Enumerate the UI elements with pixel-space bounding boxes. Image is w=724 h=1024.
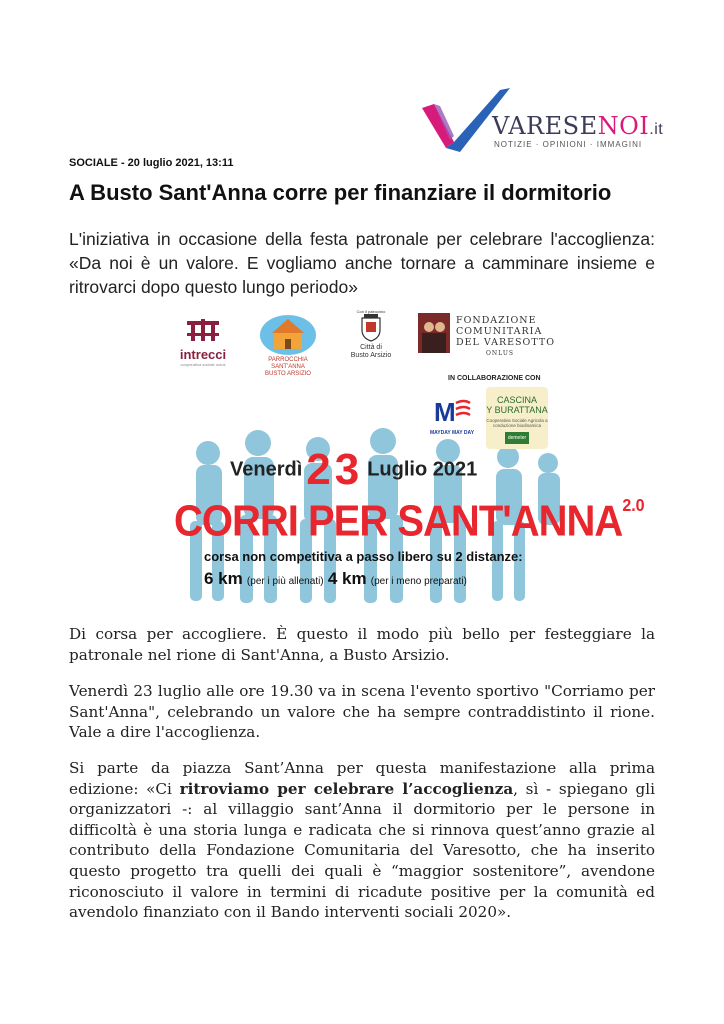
cascina-burattana-logo: CASCINA Y BURATTANA Cooperativa Sociale Agricola a conduzione biodinamica demeter [486, 387, 548, 449]
event-distances: 6 km (per i più allenati) 4 km (per i meno preparati) [204, 569, 467, 588]
event-subtitle: corsa non competitiva a passo libero su 2 distanze: [204, 549, 523, 564]
event-poster: intrecci cooperativa sociale onlus PARROCCHIA SANT'ANNA BUSTO ARSIZIO Con il patrocinio Città di Busto Arsizio FONDAZIONE COMUNITARIA DEL VARESOTTO ONLUS IN COLLABORAZIONE CON M MAYDAY MAY DAY CASCINA Y BURATTANA Cooperativa Sociale Agricola a conduzione biodinamica demeter Venerdì23 Luglio 2021 CORRI PER $SANT'ANNA^{2.0}$ corsa non competitiva a passo libero su 2 distanze: 6 km (per i più allenati) 4 km (per i meno preparati) [168, 303, 563, 607]
logo-wordmark: VARESENOI.it [492, 112, 664, 140]
article-lede: L'iniziativa in occasione della festa patronale per celebrare l'accoglienza: «Da noi è un valore. E vogliamo anche tornare a camminare insieme e ritrovarci dopo questo lungo periodo» [69, 229, 655, 297]
mayday-logo: M MAYDAY MAY DAY [429, 397, 475, 436]
article-headline: A Busto Sant'Anna corre per finanziare il dormitorio [69, 180, 612, 205]
church-icon [258, 313, 318, 355]
intrecci-logo: intrecci cooperativa sociale onlus [174, 317, 232, 367]
article-paragraph-1: Di corsa per accogliere. È questo il modo più bello per festeggiare la patronale nel rione di Sant'Anna, a Busto Arsizio. [69, 625, 655, 664]
intrecci-icon [183, 317, 223, 343]
event-date: Venerdì23 Luglio 2021 [230, 445, 478, 494]
logo-tagline: NOTIZIE · OPINIONI · IMMAGINI [494, 140, 643, 149]
citta-busto-logo: Con il patrocinio Città di Busto Arsizio [350, 309, 392, 359]
article-kicker: SOCIALE - 20 luglio 2021, 13:11 [69, 157, 234, 169]
coat-of-arms-icon [360, 314, 382, 342]
fondazione-portrait-icon [418, 313, 450, 353]
event-title: CORRI PER $SANT'ANNA^{2.0}$ [174, 496, 645, 546]
collaboration-label: IN COLLABORAZIONE CON [448, 375, 541, 382]
svg-text:M: M [434, 397, 456, 427]
varesenoi-logo[interactable] [420, 86, 664, 156]
quote-highlight: ritroviamo per celebrare l’accoglienza [179, 779, 514, 798]
article-paragraph-2: Venerdì 23 luglio alle ore 19.30 va in scena l'evento sportivo "Corriamo per Sant'Anna", celebrando un valore che ha sempre contraddistinto il rione. Vale a dire l'accoglienza. [69, 682, 655, 742]
parrocchia-logo: PARROCCHIA SANT'ANNA BUSTO ARSIZIO [252, 313, 324, 378]
mayday-icon [432, 395, 472, 425]
article-paragraph-3: Si parte da piazza Sant’Anna per questa manifestazione alla prima edizione: «Ci ritroviamo per celebrare l’accoglienza, sì - spiegano gli organizzatori -: al villaggio sant’Anna il dormitorio per le persone in difficoltà è una storia lunga e radicata che si rinnova quest’anno grazie al contributo della Fondazione Comunitaria del Varesotto, che ha inserito questo progetto tra quelli dei quali è “maggior sostenitore”, avendone riconosciuto il valore in termini di ricadute positive per la comunità ed avendolo finanziato con il Bando interventi sociali 2020». [69, 759, 655, 922]
